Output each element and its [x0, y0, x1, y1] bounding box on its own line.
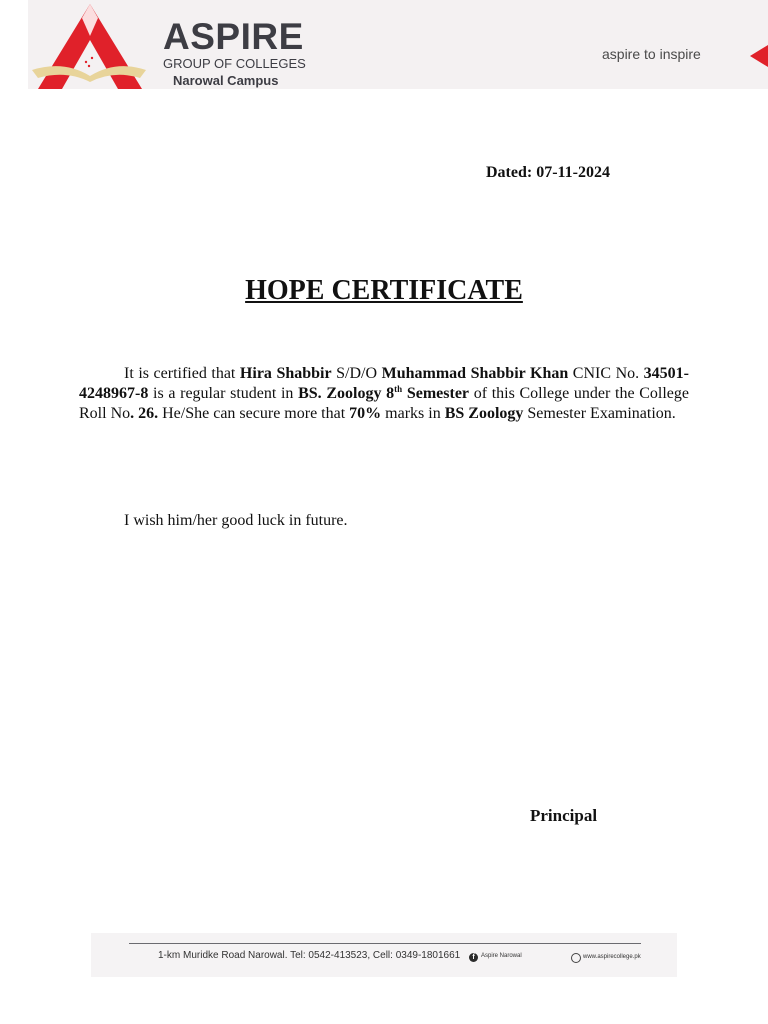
body-text: is a regular student in [148, 385, 299, 402]
campus-name: Narowal Campus [173, 73, 279, 88]
body-text: CNIC No. [568, 365, 644, 382]
date-line: Dated: 07-11-2024 [486, 164, 610, 181]
roll-number: . 26. [130, 405, 159, 422]
facebook-handle: Aspire Narowal [481, 953, 522, 959]
ordinal-suffix: th [394, 384, 403, 394]
cnic-number: 34501-4248967-8 [79, 365, 689, 402]
letterhead [28, 0, 768, 89]
body-text: He/She can secure more that [158, 405, 350, 422]
father-name: Muhammad Shabbir Khan [381, 365, 569, 382]
brand-block [163, 18, 306, 88]
signatory-title: Principal [530, 806, 598, 825]
aspire-logo-icon [28, 0, 158, 89]
website-url: www.aspirecollege.pk [583, 954, 641, 960]
red-arrow-icon [750, 45, 768, 67]
body-text: of this College under the College Roll No [79, 385, 689, 422]
good-luck-line: I wish him/her good luck in future. [124, 512, 348, 529]
certificate-title: HOPE CERTIFICATE [245, 275, 523, 306]
brand-group: GROUP OF COLLEGES [163, 56, 306, 71]
body-text: S/D/O [331, 365, 382, 382]
body-text: It is certified that [124, 365, 240, 382]
tagline: aspire to inspire [602, 46, 701, 62]
program-name [298, 385, 469, 402]
globe-icon [571, 953, 581, 963]
facebook-icon: f [469, 953, 478, 962]
footer-address: 1-km Muridke Road Narowal. Tel: 0542-413523, Cell: 0349-1801661 [158, 950, 461, 961]
marks-percent: 70% [349, 405, 382, 422]
brand-name: ASPIRE [163, 16, 304, 57]
body-text: marks in [381, 405, 445, 422]
student-name: Hira Shabbir [239, 365, 332, 382]
program-text: BS. Zoology 8 [298, 385, 395, 402]
subject-name: BS Zoology [444, 405, 524, 422]
letterhead-footer [91, 933, 677, 977]
footer-divider [129, 943, 641, 944]
certificate-body [79, 364, 689, 424]
body-text: Semester Examination. [523, 405, 676, 422]
semester-label: Semester [402, 385, 470, 402]
